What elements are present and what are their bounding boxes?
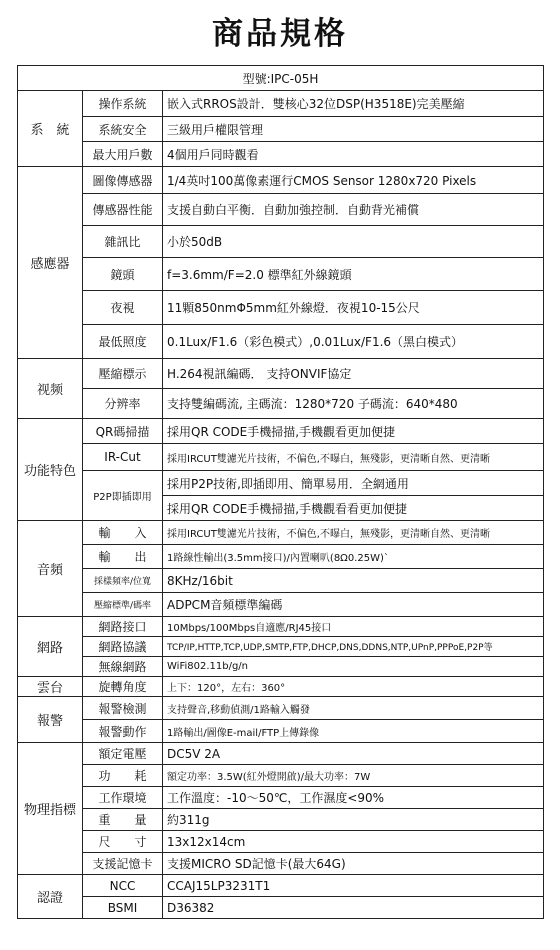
spec-label: 重 量 [83, 809, 163, 831]
spec-label: 圖像傳感器 [83, 167, 163, 194]
spec-value: 支援自動白平衡．自動加強控制．自動背光補償 [163, 194, 544, 226]
spec-value: ADPCM音頻標準編碼 [163, 593, 544, 617]
table-row [18, 897, 544, 919]
spec-label: 最大用戶數 [83, 142, 163, 167]
category-label: 系 統 [18, 91, 83, 167]
table-row [18, 545, 544, 569]
table-row [18, 787, 544, 809]
spec-label: 輸 出 [83, 545, 163, 569]
table-row [18, 809, 544, 831]
table-row [18, 657, 544, 677]
table-row [18, 359, 544, 389]
table-row [18, 831, 544, 853]
spec-value: 小於50dB [163, 226, 544, 258]
spec-label: IR-Cut [83, 444, 163, 471]
spec-label: 分辨率 [83, 389, 163, 419]
spec-value: 1路輸出/圖像E-mail/FTP上傳錄像 [163, 720, 544, 743]
table-row [18, 697, 544, 720]
spec-value: 11顆850nmΦ5mm紅外線燈．夜視10-15公尺 [163, 291, 544, 325]
table-row [18, 743, 544, 765]
category-label: 認證 [18, 875, 83, 919]
spec-label: 雜訊比 [83, 226, 163, 258]
spec-value: 額定功率：3.5W(紅外燈開啟)/最大功率：7W [163, 765, 544, 787]
spec-value: 0.1Lux/F1.6（彩色模式）,0.01Lux/F1.6（黑白模式） [163, 325, 544, 359]
spec-label: 輸 入 [83, 521, 163, 545]
spec-label: 採樣頻率/位寬 [83, 569, 163, 593]
table-row [18, 853, 544, 875]
spec-value: H.264視訊編碼． 支持ONVIF協定 [163, 359, 544, 389]
spec-label: 功 耗 [83, 765, 163, 787]
model-number: 型號:IPC-05H [18, 66, 544, 91]
spec-label: 壓縮標示 [83, 359, 163, 389]
table-row [18, 875, 544, 897]
spec-value: 支持雙編碼流, 主碼流：1280*720 子碼流：640*480 [163, 389, 544, 419]
category-label: 音頻 [18, 521, 83, 617]
spec-value: TCP/IP,HTTP,TCP,UDP,SMTP,FTP,DHCP,DNS,DDNS,NTP,UPnP,PPPoE,P2P等 [163, 637, 544, 657]
spec-label: 工作環境 [83, 787, 163, 809]
spec-value: 工作溫度：-10～50℃，工作濕度<90% [163, 787, 544, 809]
table-row [18, 325, 544, 359]
spec-value: 支援MICRO SD記憶卡(最大64G) [163, 853, 544, 875]
spec-label: 尺 寸 [83, 831, 163, 853]
spec-value: 支持聲音,移動偵測/1路輸入觸發 [163, 697, 544, 720]
table-row [18, 226, 544, 258]
spec-value: 8KHz/16bit [163, 569, 544, 593]
spec-value: 1/4英吋100萬像素運行CMOS Sensor 1280x720 Pixels [163, 167, 544, 194]
page-title: 商品規格 [212, 16, 348, 52]
table-row [18, 720, 544, 743]
spec-value: 4個用戶同時觀看 [163, 142, 544, 167]
spec-value: DC5V 2A [163, 743, 544, 765]
spec-label: 夜視 [83, 291, 163, 325]
category-label: 雲台 [18, 677, 83, 697]
spec-value: D36382 [163, 897, 544, 919]
table-row [18, 637, 544, 657]
spec-label: 鏡頭 [83, 258, 163, 291]
spec-value: 1路線性輸出(3.5mm接口)/內置喇叭(8Ω0.25W)` [163, 545, 544, 569]
table-row [18, 677, 544, 697]
spec-value: 三級用戶權限管理 [163, 117, 544, 142]
spec-label: 傳感器性能 [83, 194, 163, 226]
spec-label: 最低照度 [83, 325, 163, 359]
spec-label: 壓縮標準/碼率 [83, 593, 163, 617]
spec-label: QR碼掃描 [83, 419, 163, 444]
category-label: 视频 [18, 359, 83, 419]
model-row [18, 66, 544, 91]
spec-label: 報警動作 [83, 720, 163, 743]
spec-label: 系統安全 [83, 117, 163, 142]
spec-label: 網路接口 [83, 617, 163, 637]
table-row [18, 419, 544, 444]
spec-table [17, 65, 544, 919]
spec-label: 操作系統 [83, 91, 163, 117]
spec-value: 嵌入式RROS設計．雙核心32位DSP(H3518E)完美壓縮 [163, 91, 544, 117]
spec-value: 採用QR CODE手機掃描,手機觀看更加便捷 [163, 419, 544, 444]
spec-value: f=3.6mm/F=2.0 標準紅外線鏡頭 [163, 258, 544, 291]
category-label: 功能特色 [18, 419, 83, 521]
table-row [18, 521, 544, 545]
table-row [18, 389, 544, 419]
table-row [18, 471, 544, 496]
spec-label: 旋轉角度 [83, 677, 163, 697]
table-row [18, 617, 544, 637]
spec-label: 報警檢測 [83, 697, 163, 720]
spec-value: 約311g [163, 809, 544, 831]
spec-value: CCAJ15LP3231T1 [163, 875, 544, 897]
spec-value: 10Mbps/100Mbps自適應/RJ45接口 [163, 617, 544, 637]
category-label: 物理指標 [18, 743, 83, 875]
spec-label: NCC [83, 875, 163, 897]
spec-value: 13x12x14cm [163, 831, 544, 853]
spec-value: 採用QR CODE手機掃描,手機觀看看更加便捷 [163, 496, 544, 521]
table-row [18, 194, 544, 226]
spec-label: P2P即插即用 [83, 471, 163, 521]
table-row [18, 444, 544, 471]
spec-label: 額定電壓 [83, 743, 163, 765]
table-row [18, 167, 544, 194]
spec-value: WiFi802.11b/g/n [163, 657, 544, 677]
category-label: 感應器 [18, 167, 83, 359]
table-row [18, 593, 544, 617]
table-row [18, 765, 544, 787]
spec-value: 上下：120°，左右：360° [163, 677, 544, 697]
table-row [18, 91, 544, 117]
spec-label: BSMI [83, 897, 163, 919]
table-row [18, 569, 544, 593]
category-label: 網路 [18, 617, 83, 677]
table-row [18, 291, 544, 325]
spec-value: 採用P2P技術,即插即用、簡單易用．全網通用 [163, 471, 544, 496]
spec-label: 網路協議 [83, 637, 163, 657]
spec-value: 採用IRCUT雙濾光片技術，不偏色,不曝白，無殘影，更清晰自然、更清晰 [163, 521, 544, 545]
category-label: 報警 [18, 697, 83, 743]
spec-label: 支援記憶卡 [83, 853, 163, 875]
spec-value: 採用IRCUT雙濾光片技術，不偏色,不曝白，無殘影，更清晰自然、更清晰 [163, 444, 544, 471]
table-row [18, 117, 544, 142]
table-row [18, 142, 544, 167]
spec-label: 無線網路 [83, 657, 163, 677]
table-row [18, 258, 544, 291]
